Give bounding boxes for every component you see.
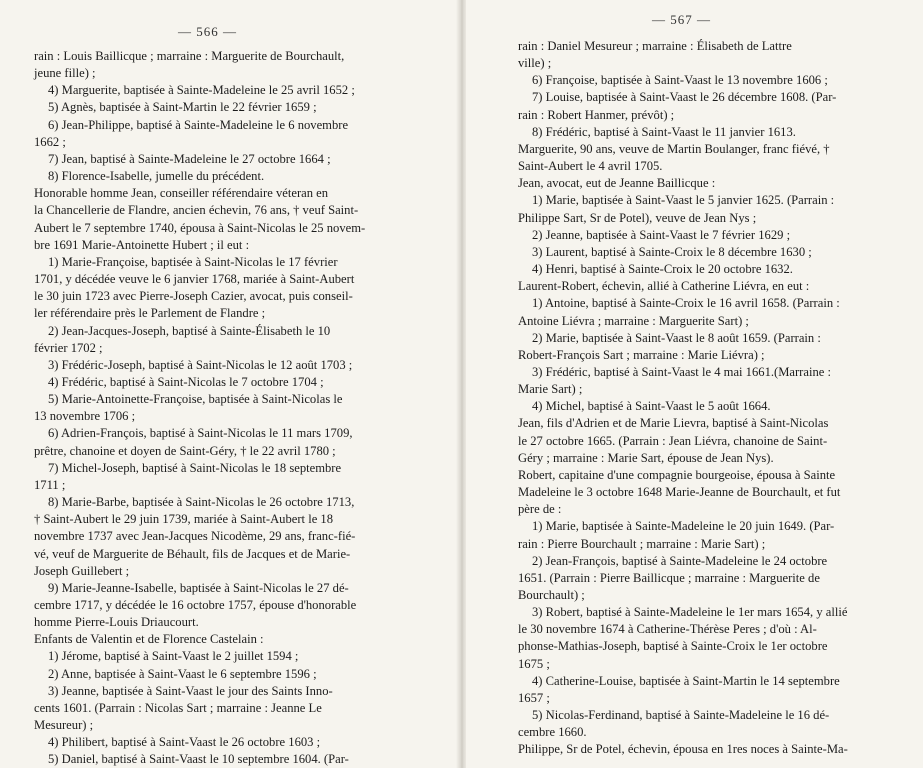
left-page-number: — 566 — (178, 24, 237, 39)
text-line: ler référendaire près le Parlement de Flandre ; (34, 306, 266, 321)
left-page-text (34, 48, 400, 768)
text-line: Joseph Guillebert ; (34, 563, 130, 578)
text-line: 4) Catherine-Louise, baptisée à Saint-Martin le 14 septembre (532, 673, 840, 688)
text-line: 13 novembre 1706 ; (34, 409, 136, 424)
text-line: 1) Antoine, baptisé à Sainte-Croix le 16 avril 1658. (Parrain : (532, 296, 840, 311)
text-line: le 30 juin 1723 avec Pierre-Joseph Cazier, avocat, puis conseil- (34, 289, 353, 304)
text-line: la Chancellerie de Flandre, ancien échevin, 76 ans, † veuf Saint- (34, 203, 359, 218)
text-line: cembre 1660. (518, 725, 587, 740)
text-line: cents 1601. (Parrain : Nicolas Sart ; marraine : Jeanne Le (34, 700, 322, 715)
text-line: 3) Jeanne, baptisée à Saint-Vaast le jour des Saints Inno- (48, 683, 333, 698)
text-line: Bourchault) ; (518, 588, 585, 602)
text-line: Marguerite, 90 ans, veuve de Martin Boulanger, franc fiévé, † (518, 141, 830, 156)
text-line: 1651. (Parrain : Pierre Baillicque ; marraine : Marguerite de (518, 570, 820, 585)
text-line: 8) Marie-Barbe, baptisée à Saint-Nicolas le 26 octobre 1713, (48, 495, 355, 510)
text-line: vé, veuf de Marguerite de Béhault, fils de Jacques et de Marie- (34, 546, 351, 561)
text-line: Jean, fils d'Adrien et de Marie Lievra, baptisé à Saint-Nicolas (518, 416, 829, 431)
text-line: rain : Pierre Bourchault ; marraine : Marie Sart) ; (518, 536, 766, 551)
text-line: 1) Marie-Françoise, baptisée à Saint-Nicolas le 17 février (48, 254, 338, 269)
text-line: 1675 ; (518, 656, 550, 671)
text-line: 2) Jeanne, baptisée à Saint-Vaast le 7 février 1629 ; (532, 227, 791, 242)
text-line: Mesureur) ; (34, 718, 94, 733)
text-line: prêtre, chanoine et doyen de Saint-Géry, † le 22 avril 1780 ; (34, 443, 336, 458)
text-line: 2) Marie, baptisée à Saint-Vaast le 8 août 1659. (Parrain : (532, 330, 821, 345)
text-line: Robert-François Sart ; marraine : Marie Liévra) ; (518, 347, 765, 362)
text-line: Robert, capitaine d'une compagnie bourgeoise, épousa à Sainte (518, 467, 836, 482)
text-line: ville) ; (518, 56, 552, 71)
text-line: rain : Louis Baillicque ; marraine : Marguerite de Bourchault, (34, 49, 345, 63)
text-line: 5) Agnès, baptisée à Saint-Martin le 22 février 1659 ; (48, 100, 317, 115)
text-line: 7) Michel-Joseph, baptisé à Saint-Nicolas le 18 septembre (48, 460, 342, 475)
text-line: novembre 1737 avec Jean-Jacques Nicodème, 29 ans, franc-fié- (34, 529, 356, 544)
text-line: Honorable homme Jean, conseiller référendaire véteran en (34, 186, 329, 201)
text-line: 5) Marie-Antoinette-Françoise, baptisée à Saint-Nicolas le (48, 392, 343, 407)
text-line: 1) Marie, baptisée à Saint-Vaast le 5 janvier 1625. (Parrain : (532, 193, 835, 208)
text-line: 5) Nicolas-Ferdinand, baptisé à Sainte-Madeleine le 16 dé- (532, 708, 830, 723)
text-line: rain : Daniel Mesureur ; marraine : Élisabeth de Lattre (518, 39, 792, 53)
text-line: père de : (518, 502, 562, 517)
text-line: Laurent-Robert, échevin, allié à Catherine Liévra, en eut : (518, 279, 810, 294)
text-line: 7) Louise, baptisée à Saint-Vaast le 26 décembre 1608. (Par- (532, 90, 837, 105)
text-line: rain : Robert Hanmer, prévôt) ; (518, 107, 675, 122)
text-line: Aubert le 7 septembre 1740, épousa à Saint-Nicolas le 25 novem- (34, 220, 366, 235)
text-line: 4) Philibert, baptisé à Saint-Vaast le 26 octobre 1603 ; (48, 735, 321, 750)
text-line: Marie Sart) ; (518, 382, 583, 397)
text-line: 6) Jean-Philippe, baptisé à Sainte-Madeleine le 6 novembre (48, 117, 349, 132)
text-line: 4) Henri, baptisé à Sainte-Croix le 20 octobre 1632. (532, 262, 793, 277)
text-line: février 1702 ; (34, 340, 103, 355)
text-line: Philippe Sart, Sr de Potel), veuve de Jean Nys ; (518, 210, 757, 225)
text-line: 7) Jean, baptisé à Sainte-Madeleine le 27 octobre 1664 ; (48, 151, 331, 166)
text-line: Enfants de Valentin et de Florence Castelain : (34, 632, 264, 647)
right-page-number: — 567 — (652, 12, 711, 27)
text-line: cembre 1717, y décédée le 16 octobre 1757, épouse d'honorable (34, 598, 357, 612)
text-line: jeune fille) ; (34, 66, 96, 81)
text-line: 2) Jean-François, baptisé à Sainte-Madeleine le 24 octobre (532, 553, 828, 568)
text-line: Philippe, Sr de Potel, échevin, épousa en 1res noces à Sainte-Ma- (518, 742, 848, 757)
right-page (466, 0, 923, 768)
text-line: 3) Robert, baptisé à Sainte-Madeleine le 1er mars 1654, y allié (532, 605, 848, 620)
text-line: le 27 octobre 1665. (Parrain : Jean Liévra, chanoine de Saint- (518, 433, 828, 448)
text-line: 4) Frédéric, baptisé à Saint-Nicolas le 7 octobre 1704 ; (48, 374, 324, 389)
text-line: Jean, avocat, eut de Jeanne Baillicque : (518, 176, 716, 191)
text-line: 3) Frédéric, baptisé à Saint-Vaast le 4 mai 1661.(Marraine : (532, 364, 832, 379)
text-line: 1657 ; (518, 690, 550, 705)
text-line: 5) Daniel, baptisé à Saint-Vaast le 10 septembre 1604. (Par- (48, 752, 349, 767)
text-line: 3) Laurent, baptisé à Sainte-Croix le 8 décembre 1630 ; (532, 244, 812, 259)
text-line: 1662 ; (34, 134, 66, 149)
text-line: 9) Marie-Jeanne-Isabelle, baptisée à Saint-Nicolas le 27 dé- (48, 580, 349, 595)
text-line: 1) Marie, baptisée à Sainte-Madeleine le 20 juin 1649. (Par- (532, 519, 835, 534)
left-page (0, 0, 458, 768)
text-line: Madeleine le 3 octobre 1648 Marie-Jeanne de Bourchault, et fut (518, 485, 841, 500)
text-line: Saint-Aubert le 4 avril 1705. (518, 159, 663, 174)
text-line: 1711 ; (34, 477, 66, 492)
text-line: bre 1691 Marie-Antoinette Hubert ; il eut : (34, 237, 250, 252)
text-line: 1) Jérome, baptisé à Saint-Vaast le 2 juillet 1594 ; (48, 649, 299, 664)
text-line: 1701, y décédée veuve le 6 janvier 1768, mariée à Saint-Aubert (34, 272, 355, 287)
text-line: Géry ; marraine : Marie Sart, épouse de Jean Nys). (518, 450, 774, 465)
text-line: homme Pierre-Louis Driaucourt. (34, 615, 199, 630)
text-line: 2) Jean-Jacques-Joseph, baptisé à Sainte-Élisabeth le 10 (48, 323, 331, 338)
right-page-text (518, 38, 893, 759)
text-line: le 30 novembre 1674 à Catherine-Thérèse Peres ; d'où : Al- (518, 622, 817, 637)
text-line: 3) Frédéric-Joseph, baptisé à Saint-Nicolas le 12 août 1703 ; (48, 357, 353, 372)
text-line: phonse-Mathias-Joseph, baptisé à Sainte-Croix le 1er octobre (518, 639, 828, 654)
text-line: 8) Florence-Isabelle, jumelle du précédent. (48, 169, 265, 184)
text-line: 6) Adrien-François, baptisé à Saint-Nicolas le 11 mars 1709, (48, 426, 353, 441)
text-line: 4) Marguerite, baptisée à Sainte-Madeleine le 25 avril 1652 ; (48, 83, 355, 98)
text-line: Antoine Liévra ; marraine : Marguerite Sart) ; (518, 313, 749, 328)
text-line: 4) Michel, baptisé à Saint-Vaast le 5 août 1664. (532, 399, 771, 414)
text-line: 6) Françoise, baptisée à Saint-Vaast le 13 novembre 1606 ; (532, 73, 828, 88)
text-line: 2) Anne, baptisée à Saint-Vaast le 6 septembre 1596 ; (48, 666, 317, 681)
text-line: † Saint-Aubert le 29 juin 1739, mariée à Saint-Aubert le 18 (34, 512, 334, 527)
text-line: 8) Frédéric, baptisé à Saint-Vaast le 11 janvier 1613. (532, 124, 796, 139)
